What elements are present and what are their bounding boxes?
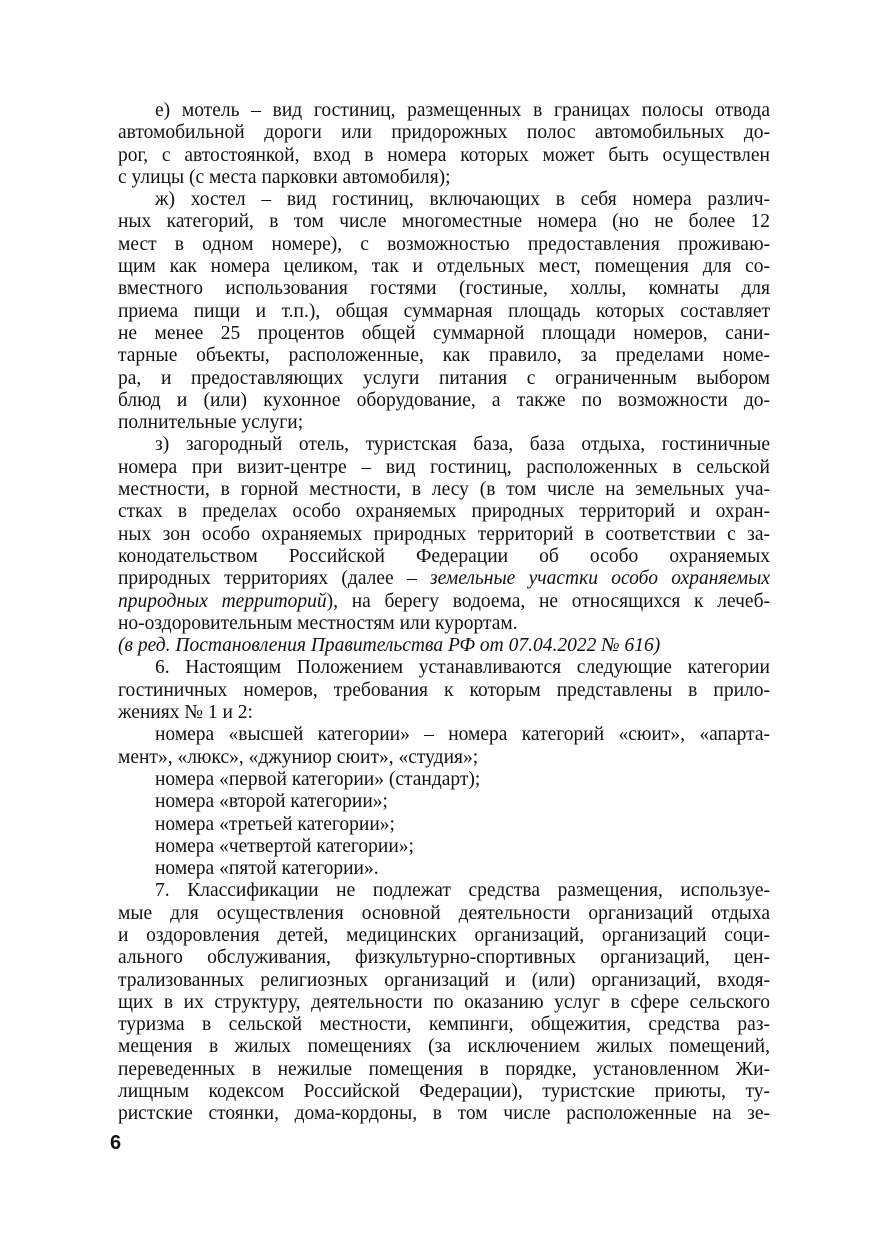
text-line: не менее 25 процентов общей суммарной площади номеров, сани- [118,322,770,344]
text-line: ра, и предоставляющих услуги питания с ограниченным выбором [118,367,770,389]
text-line [118,591,770,613]
text-line: ж) хостел – вид гостиниц, включающих в себя номера различ- [155,189,770,211]
italic-term: земельные участки особо охраняемых [430,568,770,590]
text-line: ных категорий, в том числе многоместные номера (но не более 12 [118,211,770,233]
list-item: номера «третьей категории»; [155,813,395,835]
text-line: рог, с автостоянкой, вход в номера которых может быть осуществлен [118,144,770,166]
text-line: ристские стоянки, дома-кордоны, в том числе расположенные на зе- [118,1103,770,1125]
text-segment: природных территориях (далее – [118,568,431,590]
list-item: номера «первой категории» (стандарт); [155,768,481,790]
text-line: тарные объекты, расположенные, как правило, за пределами номе- [118,345,770,367]
text-line [118,568,770,590]
text-line: полнительные услуги; [118,412,304,434]
text-line: и оздоровления детей, медицинских организаций, организаций соци- [118,924,770,946]
text-line: туризма в сельской местности, кемпинги, общежития, средства раз- [118,1014,770,1036]
text-line: ных зон особо охраняемых природных территорий в соответствии с за- [118,523,770,545]
text-line: е) мотель – вид гостиниц, размещенных в границах полосы отвода [155,100,770,121]
text-line: номера при визит-центре – вид гостиниц, расположенных в сельской [118,456,770,478]
text-line: переведенных в нежилые помещения в порядке, установленном Жи- [118,1058,770,1080]
text-segment: ), на берегу водоема, не относящихся к лечеб- [326,590,770,612]
text-line: мент», «люкс», «джуниор сюит», «студия»; [118,746,479,768]
text-line: трализованных религиозных организаций и (или) организаций, входя- [118,969,770,991]
list-item: номера «четвертой категории»; [155,835,414,857]
text-line: с улицы (с места парковки автомобиля); [118,166,451,188]
text-line: но-оздоровительным местностям или курортам. [118,612,518,634]
text-line: приема пищи и т.п.), общая суммарная площадь которых составляет [118,300,770,322]
list-item: номера «пятой категории». [155,858,379,880]
amendment-note: (в ред. Постановления Правительства РФ от 07.04.2022 № 616) [118,635,661,657]
text-line: мещения в жилых помещениях (за исключением жилых помещений, [118,1036,770,1058]
text-line: ального обслуживания, физкультурно-спортивных организаций, цен- [118,947,770,969]
text-line: блюд и (или) кухонное оборудование, а также по возможности до- [118,389,770,411]
text-line: щих в их структуру, деятельности по оказанию услуг в сфере сельского [118,991,770,1013]
text-line: конодательством Российской Федерации об особо охраняемых [118,545,770,567]
list-item: номера «второй категории»; [155,791,388,813]
text-line: гостиничных номеров, требования к которым представлены в прило- [118,679,770,701]
list-item: номера «высшей категории» – номера категорий «сюит», «апарта- [155,724,770,746]
italic-term: природных территорий [118,590,327,612]
text-line: мест в одном номере), с возможностью предоставления проживаю- [118,233,770,255]
text-line: автомобильной дороги или придорожных полос автомобильных до- [118,122,770,144]
text-line: 6. Настоящим Положением устанавливаются следующие категории [155,657,770,679]
text-line: жениях № 1 и 2: [118,702,253,724]
text-line: лищным кодексом Российской Федерации), туристские приюты, ту- [118,1081,770,1103]
text-line: мые для осуществления основной деятельности организаций отдыха [118,902,770,924]
text-line: местности, в горной местности, в лесу (в том числе на земельных уча- [118,479,770,501]
text-line: стках в пределах особо охраняемых природных территорий и охран- [118,501,770,523]
text-line: щим как номера целиком, так и отдельных мест, помещения для со- [118,256,770,278]
document-body [118,100,770,1126]
text-line: вместного использования гостями (гостиные, холлы, комнаты для [118,278,770,300]
text-line: з) загородный отель, туристская база, база отдыха, гостиничные [155,434,770,456]
page-number: 6 [110,1132,122,1154]
text-line: 7. Классификации не подлежат средства размещения, используе- [155,880,770,902]
